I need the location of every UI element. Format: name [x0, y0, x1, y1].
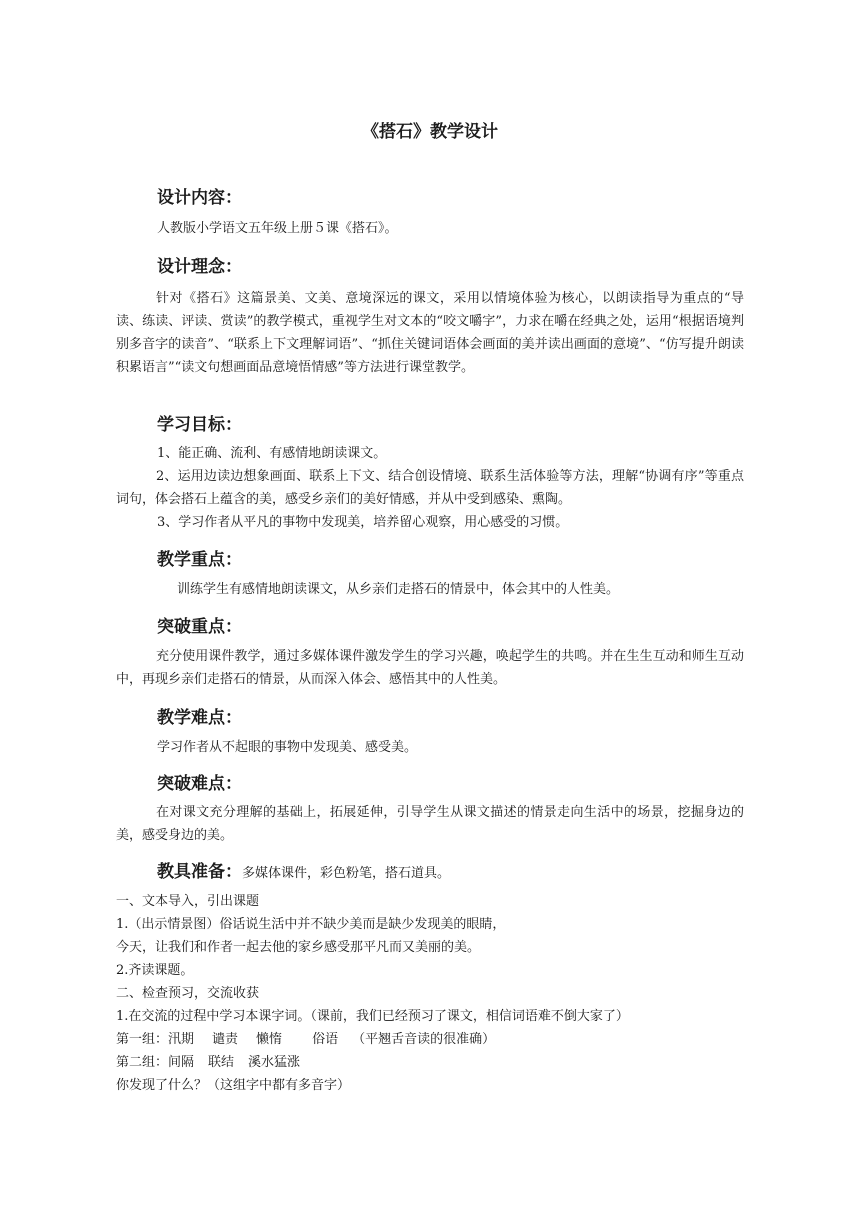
- goal-3: 3、学习作者从平凡的事物中发现美，培养留心观察，用心感受的习惯。: [157, 515, 569, 530]
- process-line-9: 你发现了什么？（这组字中都有多音字）: [116, 1078, 351, 1093]
- tools-row: [157, 857, 450, 882]
- process-line-4: 2.齐读课题。: [116, 963, 194, 978]
- goals-heading: 学习目标：: [157, 415, 242, 435]
- difficulty-heading: 教学难点：: [157, 708, 242, 728]
- group-1-word: 懒惰: [256, 1032, 283, 1047]
- break-difficulty-paragraph: 在对课文充分理解的基础上，拓展延伸，引导学生从课文描述的情景走向生活中的场景，挖掘身边的美，感受身边的美。: [116, 805, 744, 843]
- group-1-word: 俗语: [312, 1032, 339, 1047]
- group-2-word: 溪水猛涨: [248, 1055, 301, 1070]
- process-line-3: 今天，让我们和作者一起去他的家乡感受那平凡而又美丽的美。: [116, 940, 481, 955]
- group-2-word: 间隔: [168, 1055, 195, 1070]
- tools-text: 多媒体课件，彩色粉笔，搭石道具。: [242, 866, 451, 881]
- difficulty-text: 学习作者从不起眼的事物中发现美、感受美。: [157, 740, 418, 755]
- content-text: 人教版小学语文五年级上册５课《搭石》。: [157, 221, 398, 236]
- group-2-row: [116, 1051, 300, 1074]
- concept-paragraph: 针对《搭石》这篇景美、文美、意境深远的课文，采用以情境体验为核心，以朗读指导为重点的“导读、练读、评读、赏读”的教学模式，重视学生对文本的“咬文嚼字”，力求在嚼在经典之处，运用“根据语境判别多音字的读音”、“联系上下文理解词语”、“抓住关键词语体会画面的美并读出画面的意境”、“仿写提升朗读积累语言”“读文句想画面品意境悟情感”等方法进行课堂教学。: [116, 291, 744, 375]
- break-key-heading: 突破重点：: [157, 617, 242, 637]
- tools-heading: 教具准备：: [157, 862, 242, 882]
- process-line-6: 1.在交流的过程中学习本课字词。（课前，我们已经预习了课文，相信词语难不倒大家了）: [116, 1009, 629, 1024]
- break-difficulty-heading: 突破难点：: [157, 774, 242, 794]
- concept-heading: 设计理念：: [157, 257, 242, 277]
- document-title: 《搭石》教学设计: [362, 122, 498, 142]
- process-line-2: 1.（出示情景图）俗话说生活中并不缺少美而是缺少发现美的眼睛，: [116, 917, 506, 932]
- group-1-note: （平翘舌音读的很准确）: [352, 1032, 496, 1047]
- key-text: 训练学生有感情地朗读课文，从乡亲们走搭石的情景中，体会其中的人性美。: [177, 582, 620, 597]
- group-2-word: 联结: [208, 1055, 235, 1070]
- group-1-label: 第一组：: [116, 1032, 169, 1047]
- goal-1: 1、能正确、流利、有感情地朗读课文。: [157, 446, 387, 461]
- process-step-2: 二、检查预习，交流收获: [116, 986, 260, 1001]
- group-1-word: 谴责: [212, 1032, 239, 1047]
- group-1-row: [116, 1028, 495, 1051]
- goal-2: 2、运用边读边想象画面、联系上下文、结合创设情境、联系生活体验等方法，理解“协调有序”等重点词句，体会搭石上蕴含的美，感受乡亲们的美好情感，并从中受到感染、熏陶。: [116, 469, 744, 507]
- key-heading: 教学重点：: [157, 550, 242, 570]
- content-heading: 设计内容：: [157, 188, 242, 208]
- group-1-word: 汛期: [168, 1032, 195, 1047]
- group-2-label: 第二组：: [116, 1055, 169, 1070]
- break-key-paragraph: 充分使用课件教学，通过多媒体课件激发学生的学习兴趣，唤起学生的共鸣。并在生生互动和师生互动中，再现乡亲们走搭石的情景，从而深入体会、感悟其中的人性美。: [116, 649, 744, 687]
- process-step-1: 一、文本导入，引出课题: [116, 894, 260, 909]
